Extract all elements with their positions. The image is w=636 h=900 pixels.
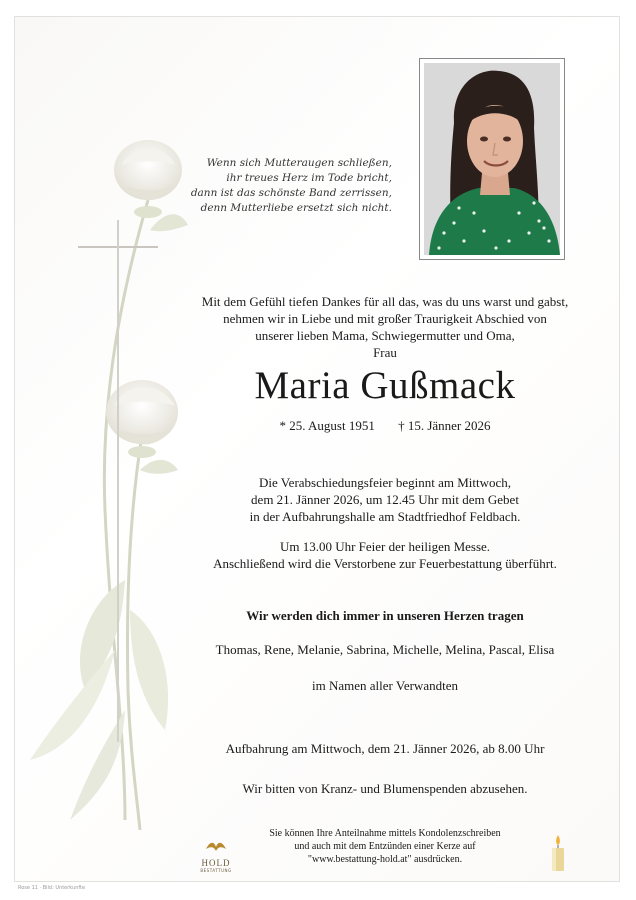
ceremony-text [150, 474, 620, 525]
logo-subtitle: BESTATTUNG [200, 868, 232, 873]
condolence-line: "www.bestattung-hold.at" ausdrücken. [307, 854, 463, 865]
intro-text [150, 293, 620, 361]
deceased-name: Maria Gußmack [254, 364, 516, 407]
life-dates [150, 418, 620, 434]
hold-logo [196, 839, 236, 873]
viewing-info: Aufbahrung am Mittwoch, dem 21. Jänner 2026, ab 8.00 Uhr [225, 741, 545, 756]
poem-line: Wenn sich Mutteraugen schließen, [206, 157, 392, 169]
flowers-note: Wir bitten von Kranz- und Blumenspenden abzusehen. [242, 781, 528, 796]
mass-line: Um 13.00 Uhr Feier der heiligen Messe. [279, 539, 491, 554]
ceremony-line: dem 21. Jänner 2026, um 12.45 Uhr mit dem Gebet [251, 492, 519, 507]
intro-line: Frau [373, 345, 397, 360]
intro-line: Mit dem Gefühl tiefen Dankes für all das, was du uns warst und gabst, [201, 294, 569, 309]
poem-line: denn Mutterliebe ersetzt sich nicht. [200, 202, 392, 214]
candle-icon [548, 833, 568, 873]
poem [190, 156, 392, 216]
logo-name: HOLD [201, 858, 231, 868]
birth-date: * 25. August 1951 [279, 418, 375, 433]
mass-line: Anschließend wird die Verstorbene zur Feuerbestattung überführt. [213, 556, 557, 571]
mass-text [150, 538, 620, 572]
condolence-line: Sie können Ihre Anteilnahme mittels Kondolenzschreiben [269, 828, 501, 839]
intro-line: nehmen wir in Liebe und mit großer Traurigkeit Abschied von [223, 311, 547, 326]
ceremony-line: Die Verabschiedungsfeier beginnt am Mittwoch, [258, 475, 512, 490]
condolence-line: und auch mit dem Entzünden einer Kerze auf [294, 841, 476, 852]
heart-line: Wir werden dich immer in unseren Herzen tragen [246, 608, 524, 623]
relatives-line: im Namen aller Verwandten [312, 678, 458, 693]
portrait-illustration [424, 63, 560, 255]
intro-line: unserer lieben Mama, Schwiegermutter und Oma, [255, 328, 515, 343]
cross-icon-vertical [117, 220, 119, 742]
poem-line: dann ist das schönste Band zerrissen, [190, 187, 392, 199]
portrait-photo [424, 63, 560, 255]
portrait-frame [419, 58, 565, 260]
hold-logo-icon [204, 839, 228, 853]
mourners-list: Thomas, Rene, Melanie, Sabrina, Michelle, Melina, Pascal, Elisa [215, 642, 555, 657]
image-credit: Rose 11 · Bild: Unterkunfte [18, 885, 86, 891]
ceremony-line: in der Aufbahrungshalle am Stadtfriedhof Feldbach. [249, 509, 521, 524]
poem-line: ihr treues Herz im Tode bricht, [226, 172, 392, 184]
death-date: † 15. Jänner 2026 [398, 418, 491, 433]
